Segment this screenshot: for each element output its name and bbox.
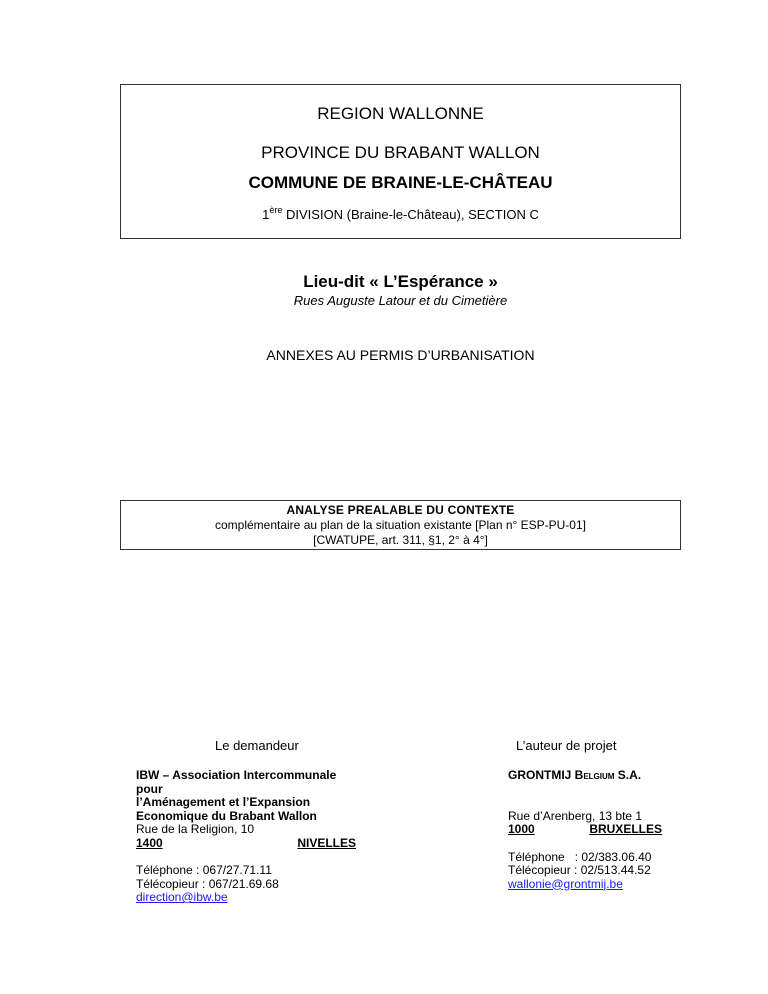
demandeur-name-3: Economique du Brabant Wallon — [136, 808, 317, 823]
demandeur-name-2: l’Aménagement et l’Expansion — [136, 795, 311, 809]
demandeur-street: Rue de la Religion, 10 — [136, 822, 255, 836]
analysis-line1: complémentaire au plan de la situation existante [Plan n° ESP-PU-01] — [214, 518, 586, 532]
demandeur-email-link[interactable]: direction@ibw.be — [136, 890, 228, 904]
auteur-postcode: 1000 — [508, 822, 535, 836]
demandeur-city-line — [136, 837, 356, 851]
auteur-phone: Téléphone : 02/383.06.40 — [508, 849, 652, 864]
auteur-city-line — [508, 823, 662, 837]
auteur-city: BRUXELLES — [589, 822, 662, 836]
demandeur-postcode: 1400 — [136, 835, 163, 850]
lieu-dit-subtitle: Rues Auguste Latour et du Cimetière — [293, 293, 508, 308]
demandeur-phone: Téléphone : 067/27.71.11 — [136, 863, 272, 877]
division-superscript: ère — [269, 205, 283, 215]
demandeur-name-line2 — [136, 796, 356, 810]
demandeur-name-line3 — [136, 810, 356, 824]
commune-title — [120, 173, 681, 193]
auteur-name-part1: GRONTMIJ — [508, 768, 575, 782]
auteur-name-part2: Belgium — [574, 768, 615, 782]
lieu-dit-title — [120, 272, 681, 292]
division-number: 1 — [262, 207, 270, 222]
auteur-fax: Télécopieur : 02/513.44.52 — [508, 863, 651, 877]
auteur-block — [508, 769, 662, 891]
demandeur-block — [136, 769, 356, 905]
region-title: REGION WALLONNE — [317, 104, 484, 123]
province-title: PROVINCE DU BRABANT WALLON — [261, 143, 540, 162]
annexes-title: ANNEXES AU PERMIS D’URBANISATION — [266, 347, 535, 363]
auteur-email-link[interactable]: wallonie@grontmij.be — [508, 876, 623, 891]
division-line — [120, 205, 681, 222]
demandeur-name-1: IBW – Association Intercommunale pour — [136, 768, 337, 796]
demandeur-label: Le demandeur — [215, 738, 299, 753]
auteur-street: Rue d’Arenberg, 13 bte 1 — [508, 808, 643, 823]
demandeur-city: NIVELLES — [297, 835, 356, 850]
lieu-dit-text: Lieu-dit « L’Espérance » — [303, 272, 498, 291]
demandeur-name-line1 — [136, 769, 356, 796]
commune-text: COMMUNE DE BRAINE-LE-CHÂTEAU — [248, 173, 553, 192]
auteur-name — [508, 769, 662, 783]
division-text: DIVISION (Braine-le-Château), SECTION C — [282, 207, 539, 222]
auteur-name-part3: S.A. — [614, 768, 642, 782]
demandeur-fax: Télécopieur : 067/21.69.68 — [136, 876, 279, 891]
analysis-line2: [CWATUPE, art. 311, §1, 2° à 4°] — [313, 533, 488, 547]
auteur-label: L’auteur de projet — [516, 738, 617, 753]
analysis-title: ANALYSE PREALABLE DU CONTEXTE — [286, 503, 515, 517]
